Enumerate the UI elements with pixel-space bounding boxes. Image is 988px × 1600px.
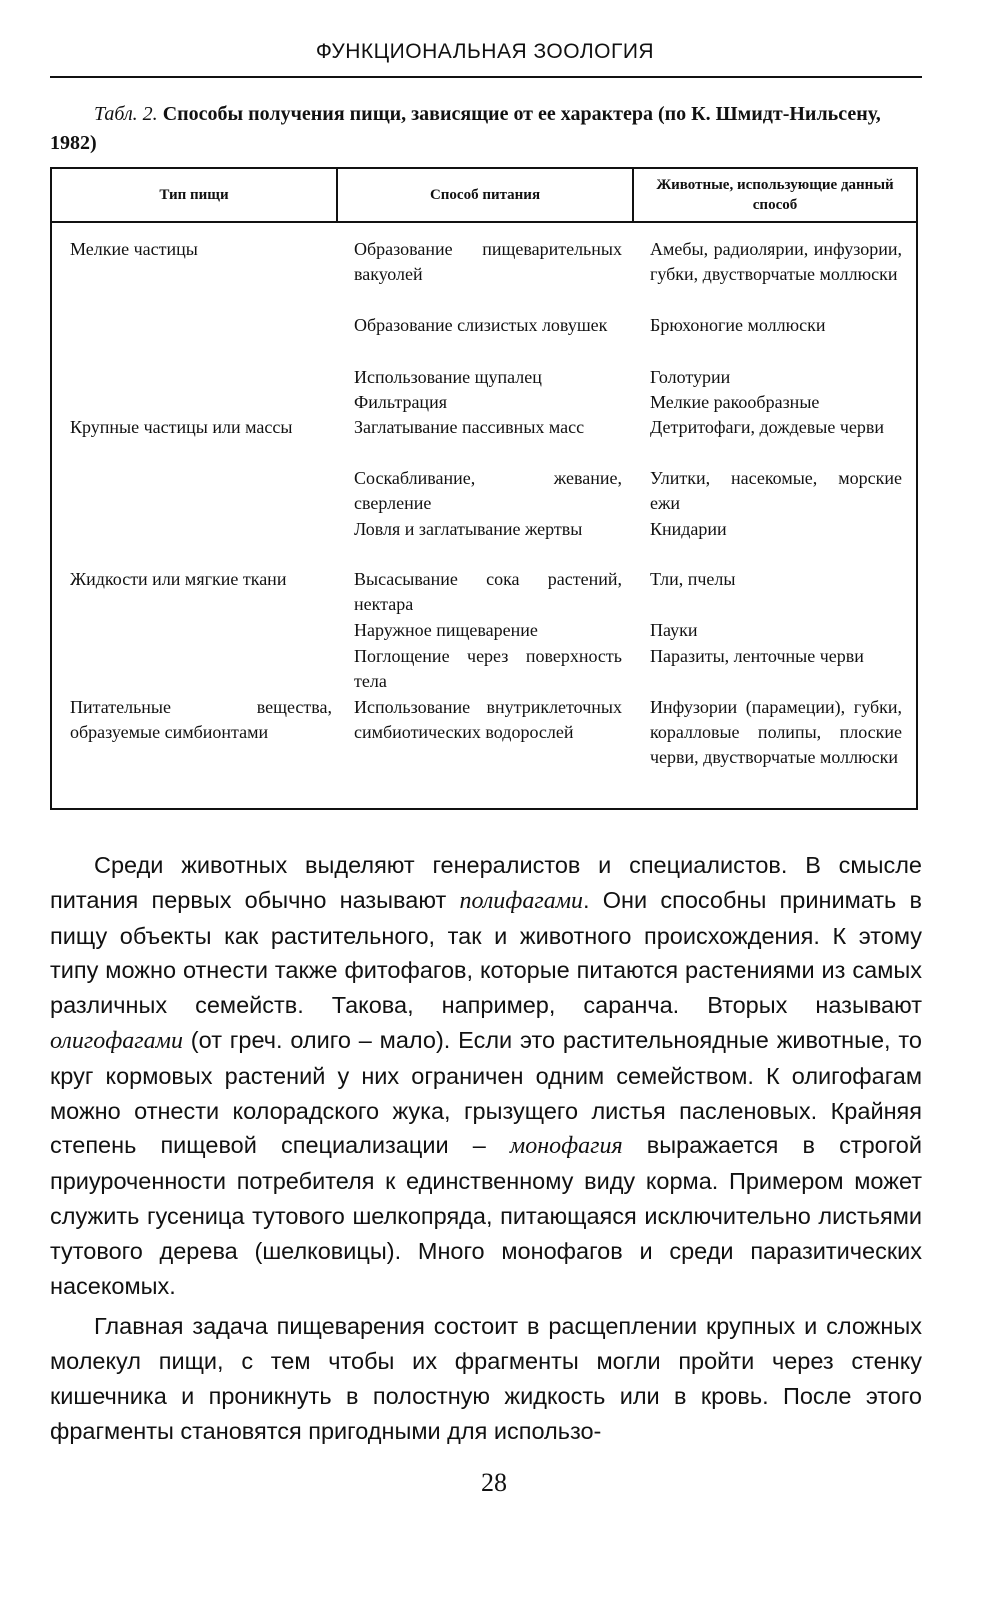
term-polyphages: полифагами [459,887,584,914]
table-cell-type: Мелкие частицы [70,239,198,259]
table-cell-animals: Паразиты, ленточные черви [650,646,864,666]
term-oligophages: олигофагами [50,1027,183,1054]
table-cell-animals: Голотурии [650,367,731,387]
table-cell-method: Соскабливание, жевание, сверление [354,468,622,513]
table-cell-method: Образование пищеварительных вакуолей [354,239,622,284]
paragraph-2: Главная задача пищеварения состоит в расщеплении крупных и сложных молекул пищи, с тем чтобы их фрагменты могли пройти через стенку кишечника и проникнуть в полостную жидкость или в кровь. После этого фрагменты становятся пригодными для использо- [50,1313,922,1444]
table-cell-animals: Пауки [650,620,698,640]
paragraph-text: Среди животных выделяют генералистов и специалистов. В смысле питания первых обычно называют [50,852,922,913]
table-cell-method: Поглощение через поверхность тела [354,646,622,691]
table-cell-animals: Детритофаги, дождевые черви [650,417,885,437]
table-cell-method: Использование внутриклеточных симбиотических водорослей [354,697,622,742]
paragraph-text: выражается в строгой приуроченности потребителя к единственному виду корма. Примером может служить гусеница тутового шелкопряда, питающаяся исключительно листьями тутового дерева (шелковицы). Много монофагов и среди паразитических насекомых. [50,1132,923,1299]
col-header-feeding-method: Способ питания [338,169,634,221]
table-cell-method: Образование слизистых ловушек [354,315,608,335]
table-cell-method: Высасывание сока растений, нектара [354,569,622,614]
header-rule [50,76,922,78]
running-header: ФУНКЦИОНАЛЬНАЯ ЗООЛОГИЯ [315,40,655,63]
term-monophagy: монофагия [509,1133,623,1160]
table-cell-animals: Мелкие ракообразные [650,392,820,412]
table-caption-text: Способы получения пищи, зависящие от ее характера (по К. Шмидт-Нильсену, 1982) [50,103,881,154]
table-cell-animals: Брюхоногие моллюски [650,315,826,335]
table-cell-animals: Инфузории (парамеции), губки, коралловые полипы, плоские черви, двустворчатые моллюски [650,697,902,767]
table-cell-animals: Амебы, радиолярии, инфузории, губки, двустворчатые моллюски [650,239,902,284]
table-cell-type: Питательные вещества, образуемые симбионтами [70,697,332,742]
table-cell-method: Заглатывание пассивных масс [354,417,585,437]
table-cell-method: Использование щупалец [354,367,542,387]
paragraph-text: . Они способны принимать в пищу объекты как растительного, так и животного происхождения. К этому типу можно отнести также фитофагов, которые питаются растениями из самых различных семейств. Такова, например, саранча. Вторых называют [50,886,922,1019]
table-cell-method: Ловля и заглатывание жертвы [354,519,583,539]
table-cell-type: Жидкости или мягкие ткани [70,569,287,589]
table-cell-animals: Улитки, насекомые, морские ежи [650,468,902,513]
table-cell-animals: Тли, пчелы [650,569,736,589]
table-caption [50,100,922,158]
table-cell-type: Крупные частицы или массы [70,417,293,437]
col-header-food-type: Тип пищи [52,169,338,221]
table-cell-method: Фильтрация [354,392,447,412]
paragraph-text: (от греч. олиго – мало). Если это растительноядные животные, то круг кормовых растений у них ограничен одним семейством. К олигофагам можно отнести колорадского жука, грызущего листья пасленовых. Крайняя степень пищевой специализации – [50,1026,922,1159]
table-header-row [52,169,916,223]
paragraph-1 [50,848,922,1303]
table-caption-label: Табл. 2. [94,103,158,125]
table-cell-method: Наружное пищеварение [354,620,538,640]
page-number: 28 [481,1468,507,1497]
col-header-animals: Животные, использующие данный способ [656,177,894,213]
food-methods-table [50,167,918,810]
table-cell-animals: Книдарии [650,519,727,539]
body-text [50,848,922,1449]
